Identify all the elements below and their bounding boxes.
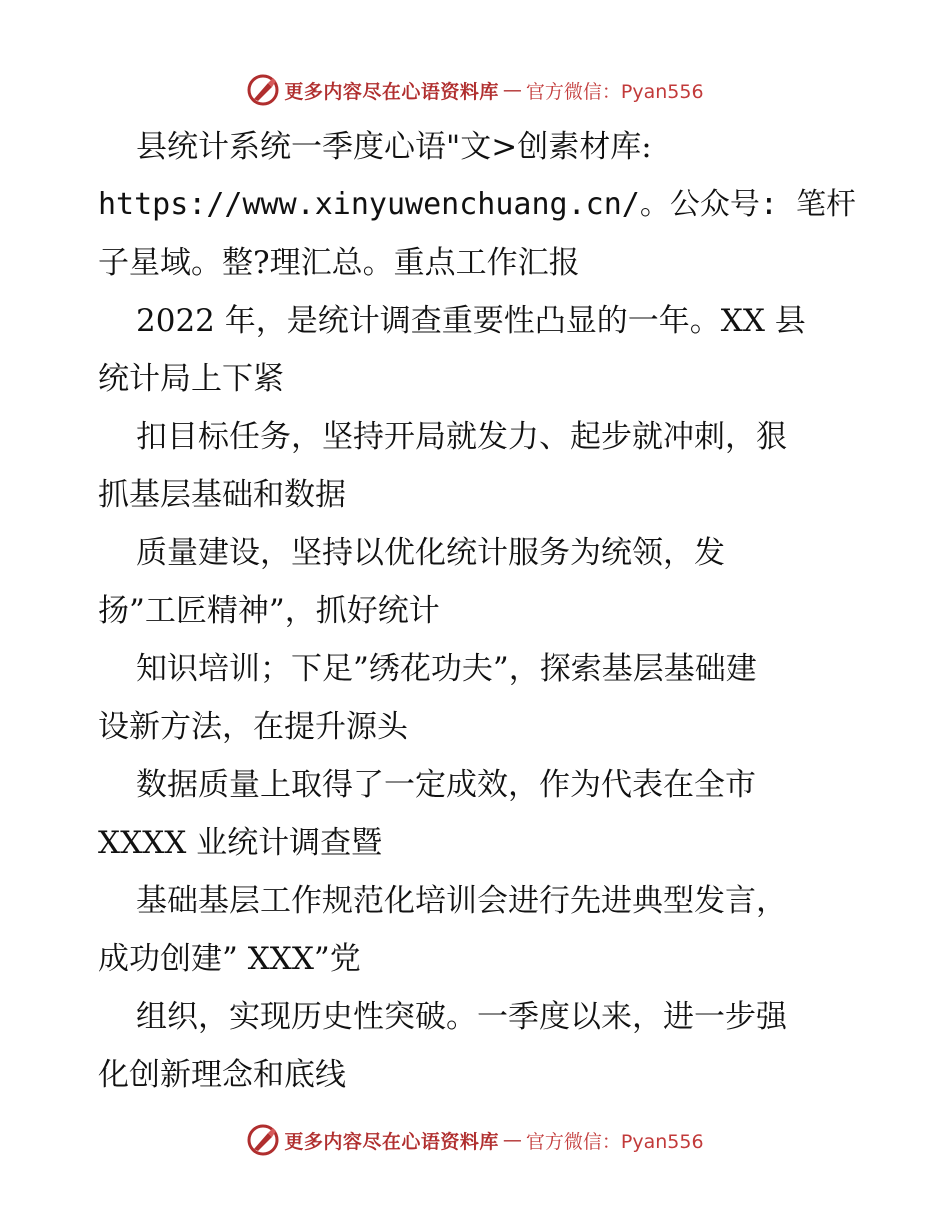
text-line: 县统计系统一季度心语"文>创素材库: <box>136 129 652 165</box>
text-line: 扣目标任务，坚持开局就发力、起步就冲刺，狠 <box>136 419 787 455</box>
text-line: 知识培训；下足”绣花功夫”，探索基层基础建 <box>136 651 757 687</box>
header-banner <box>0 70 950 110</box>
banner-separator: — <box>502 79 522 101</box>
text-line: 化创新理念和底线 <box>98 1057 346 1093</box>
banner-title: 更多内容尽在心语资料库 <box>284 1130 499 1153</box>
text-line: 统计局上下紧 <box>98 361 284 397</box>
text-line: 2022 年，是统计调查重要性凸显的一年。XX 县 <box>136 303 806 339</box>
banner-contact: 官方微信：Pyan556 <box>525 1130 704 1153</box>
text-line: 数据质量上取得了一定成效，作为代表在全市 <box>136 767 756 803</box>
document-body <box>98 118 858 1104</box>
banner-separator: — <box>502 1129 522 1151</box>
pen-logo-icon <box>246 1123 280 1157</box>
text-line: 组织，实现历史性突破。一季度以来，进一步强 <box>136 999 787 1035</box>
text-line: 基础基层工作规范化培训会进行先进典型发言， <box>136 883 787 919</box>
text-line: 成功创建” XXX”党 <box>98 941 361 977</box>
banner-title: 更多内容尽在心语资料库 <box>284 80 499 103</box>
text-line: 抓基层基础和数据 <box>98 477 346 513</box>
text-line: 子星域。整?理汇总。重点工作汇报 <box>98 245 580 281</box>
text-line: 质量建设，坚持以优化统计服务为统领，发 <box>136 535 725 571</box>
text-line: 设新方法，在提升源头 <box>98 709 408 745</box>
text-line: XXXX 业统计调查暨 <box>98 825 383 861</box>
text-line: 扬”工匠精神”，抓好统计 <box>98 593 440 629</box>
banner-contact: 官方微信：Pyan556 <box>525 80 704 103</box>
text-line: https://www.xinyuwenchuang.cn/。公众号: 笔杆 <box>98 187 856 222</box>
footer-banner <box>0 1120 950 1160</box>
pen-logo-icon <box>246 73 280 107</box>
